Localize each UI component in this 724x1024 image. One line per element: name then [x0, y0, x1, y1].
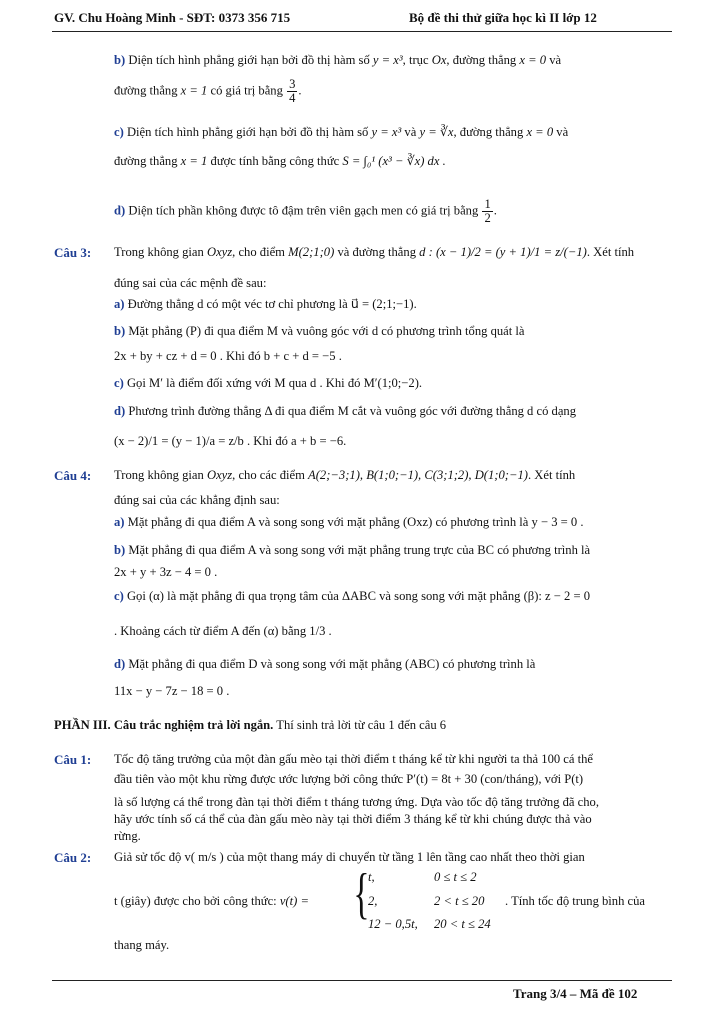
fraction-1-2: $\frac{1}{2}$ — [484, 197, 491, 226]
q4-item-d-line2: 11x − y − 7z − 18 = 0 . — [114, 684, 230, 698]
p2-line2-post: . Tính tốc độ trung bình của — [505, 894, 646, 908]
q3-stem-line2: đúng sai của các mệnh đề sau: — [114, 276, 267, 290]
q4-item-b: b) Mặt phẳng đi qua điểm A và song song với mặt phẳng trung trực của BC có phương trình là — [114, 543, 591, 557]
q4-label: Câu 4: — [54, 468, 92, 483]
q4-item-c: c) Gọi (α) là mặt phẳng đi qua trọng tâm của ΔABC và song song với mặt phẳng (β): z − 2 = 0 — [114, 589, 591, 603]
p1-line4: hãy ước tính số cá thể của đàn gấu mèo này tại thời điểm 3 tháng kể từ khi chúng được thả vào — [114, 812, 592, 826]
q3-item-b: b) Mặt phẳng (P) đi qua điểm M và vuông góc với d có phương trình tổng quát là — [114, 324, 525, 338]
q3-stem: Trong không gian Oxyz, cho điểm M(2;1;0) và đường thẳng d : (x − 1)/2 = (y + 1)/1 = z/(−1). Xét tính — [114, 245, 635, 259]
q2-item-b-line2: đường thẳng x = 1 có giá trị bằng $\frac{3}{4}$ . — [114, 77, 302, 106]
p2-line2-pre: t (giây) được cho bởi công thức: v(t) = — [114, 894, 309, 908]
footer-rule — [52, 980, 672, 981]
case3-condition: 20 < t ≤ 24 — [434, 917, 491, 931]
case2-condition: 2 < t ≤ 20 — [434, 894, 485, 908]
p1-line3: là số lượng cá thể trong đàn tại thời điểm t tháng tương ứng. Dựa vào tốc độ tăng trưởng đã cho, — [114, 795, 600, 809]
q3-item-d: d) Phương trình đường thẳng Δ đi qua điểm M cắt và vuông góc với đường thẳng d có dạng — [114, 404, 577, 418]
p1-line5: rừng. — [114, 829, 141, 843]
footer-page: Trang 3/4 – Mã đề 102 — [513, 986, 638, 1001]
header-left: GV. Chu Hoàng Minh - SĐT: 0373 356 715 — [54, 10, 291, 25]
header-right: Bộ đề thi thử giữa học kì II lớp 12 — [409, 10, 597, 25]
q4-item-c-line2: . Khoảng cách từ điểm A đến (α) bằng 1/3 . — [114, 624, 332, 638]
q3-item-c: c) Gọi M′ là điểm đối xứng với M qua d . Khi đó M′(1;0;−2). — [114, 376, 423, 390]
piecewise-brace: { — [353, 863, 370, 925]
integral-formula: S = ∫₀¹ (x³ − ∛x) dx . — [342, 154, 446, 168]
q2-item-d: d) Diện tích phần không được tô đậm trên viên gạch men có giá trị bằng $\frac{1}{2}$ . — [114, 197, 497, 226]
case1-formula: t, — [368, 870, 375, 884]
q3-item-b-line2: 2x + by + cz + d = 0 . Khi đó b + c + d = −5 . — [114, 349, 342, 363]
p2-line3: thang máy. — [114, 938, 170, 952]
p1-line1: Tốc độ tăng trưởng của một đàn gấu mèo tại thời điểm t tháng kể từ khi người ta thả 100 cá thể — [114, 752, 594, 766]
q3-item-d-line2: (x − 2)/1 = (y − 1)/a = z/b . Khi đó a + b = −6. — [114, 434, 347, 448]
p2-line1: Giả sử tốc độ v( m/s ) của một thang máy di chuyển từ tầng 1 lên tầng cao nhất theo thời gian — [114, 850, 585, 864]
q3-item-a: a) Đường thẳng d có một véc tơ chỉ phương là u⃗ = (2;1;−1). — [114, 297, 417, 311]
part3-heading: PHẦN III. Câu trắc nghiệm trả lời ngắn. Thí sinh trả lời từ câu 1 đến câu 6 — [54, 718, 447, 732]
header-rule — [52, 31, 672, 32]
q4-stem-line2: đúng sai của các khẳng định sau: — [114, 493, 280, 507]
fraction-3-4: $\frac{3}{4}$ — [289, 77, 296, 106]
q4-item-b-line2: 2x + y + 3z − 4 = 0 . — [114, 565, 218, 579]
p1-line2: đầu tiên vào một khu rừng được ước lượng bởi công thức P′(t) = 8t + 30 (con/tháng), với P(t) — [114, 772, 584, 786]
q2-item-b: b) Diện tích hình phẳng giới hạn bởi đồ thị hàm số y = x³, trục Ox, đường thẳng x = 0 và — [114, 53, 562, 67]
p1-label: Câu 1: — [54, 752, 92, 767]
q4-item-a: a) Mặt phẳng đi qua điểm A và song song với mặt phẳng (Oxz) có phương trình là y − 3 = 0 . — [114, 515, 584, 529]
q2-item-c-line2: đường thẳng x = 1 được tính bằng công thức S = ∫₀¹ (x³ − ∛x) dx . — [114, 154, 446, 168]
q4-stem: Trong không gian Oxyz, cho các điểm A(2;−3;1), B(1;0;−1), C(3;1;2), D(1;0;−1). Xét tính — [114, 468, 576, 482]
q3-label: Câu 3: — [54, 245, 92, 260]
case2-formula: 2, — [368, 894, 378, 908]
q2-item-c: c) Diện tích hình phẳng giới hạn bởi đồ thị hàm số y = x³ và y = ∛x, đường thẳng x = 0 và — [114, 125, 569, 139]
case3-formula: 12 − 0,5t, — [368, 917, 418, 931]
q4-item-d: d) Mặt phẳng đi qua điểm D và song song với mặt phẳng (ABC) có phương trình là — [114, 657, 536, 671]
case1-condition: 0 ≤ t ≤ 2 — [434, 870, 477, 884]
p2-label: Câu 2: — [54, 850, 92, 865]
